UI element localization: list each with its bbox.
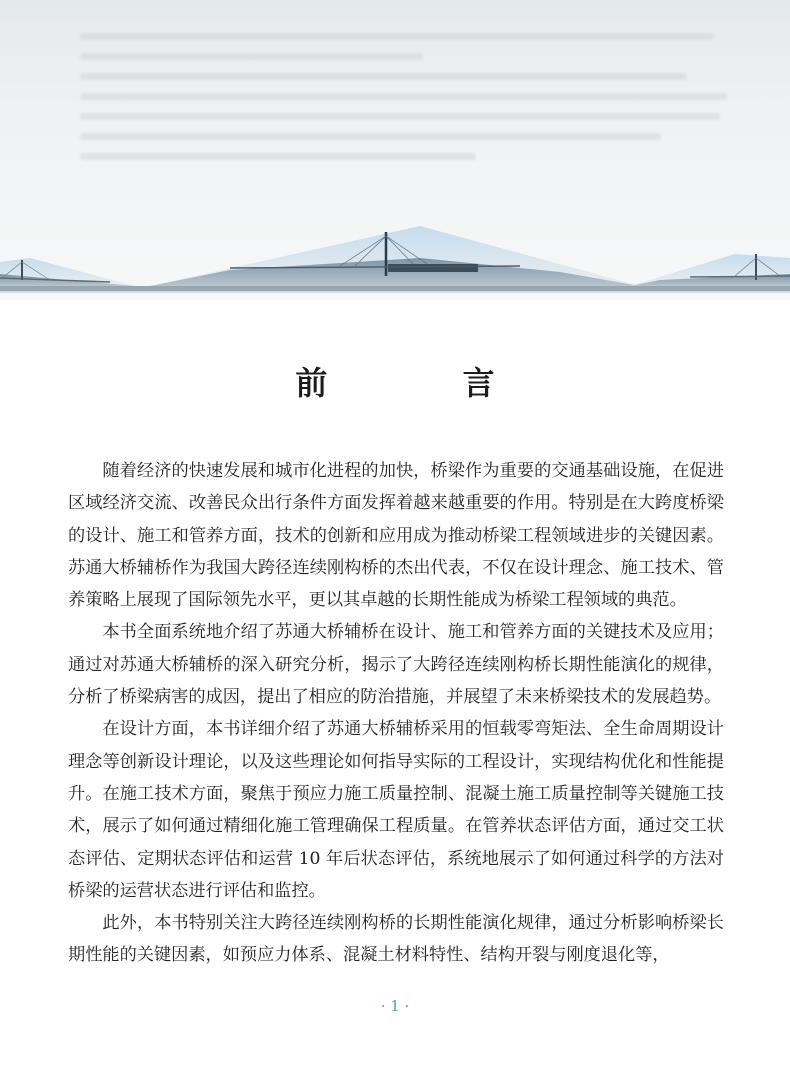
- page-number: · 1 ·: [380, 997, 410, 1015]
- preface-body: [68, 455, 724, 972]
- paragraph: 在设计方面，本书详细介绍了苏通大桥辅桥采用的恒载零弯矩法、全生命周期设计理念等创新设计理论，以及这些理论如何指导实际的工程设计，实现结构优化和性能提升。在施工技术方面，聚焦于预应力施工质量控制、混凝土施工质量控制等关键施工技术，展示了如何通过精细化施工管理确保工程质量。在管养状态评估方面，通过交工状态评估、定期状态评估和运营 10 年后状态评估，系统地展示了如何通过科学的方法对桥梁的运营状态进行评估和监控。: [68, 719, 724, 901]
- paragraph: 本书全面系统地介绍了苏通大桥辅桥在设计、施工和管养方面的关键技术及应用；通过对苏通大桥辅桥的深入研究分析，揭示了大跨径连续刚构桥长期性能演化的规律，分析了桥梁病害的成因，提出了相应的防治措施，并展望了未来桥梁技术的发展趋势。: [68, 622, 724, 708]
- paragraph: 随着经济的快速发展和城市化进程的加快，桥梁作为重要的交通基础设施，在促进区域经济交流、改善民众出行条件方面发挥着越来越重要的作用。特别是在大跨度桥梁的设计、施工和管养方面，技术的创新和应用成为推动桥梁工程领域进步的关键因素。苏通大桥辅桥作为我国大跨径连续刚构桥的杰出代表，不仅在设计理念、施工技术、管养策略上展现了国际领先水平，更以其卓越的长期性能成为桥梁工程领域的典范。: [68, 461, 724, 611]
- bridge-panorama-image: [0, 200, 790, 300]
- faded-background-text: [80, 20, 740, 173]
- paragraph: 此外，本书特别关注大跨径连续刚构桥的长期性能演化规律，通过分析影响桥梁长期性能的关键因素，如预应力体系、混凝土材料特性、结构开裂与刚度退化等，: [68, 913, 724, 966]
- header-banner: [0, 0, 790, 300]
- page-title: 前 言: [295, 364, 557, 402]
